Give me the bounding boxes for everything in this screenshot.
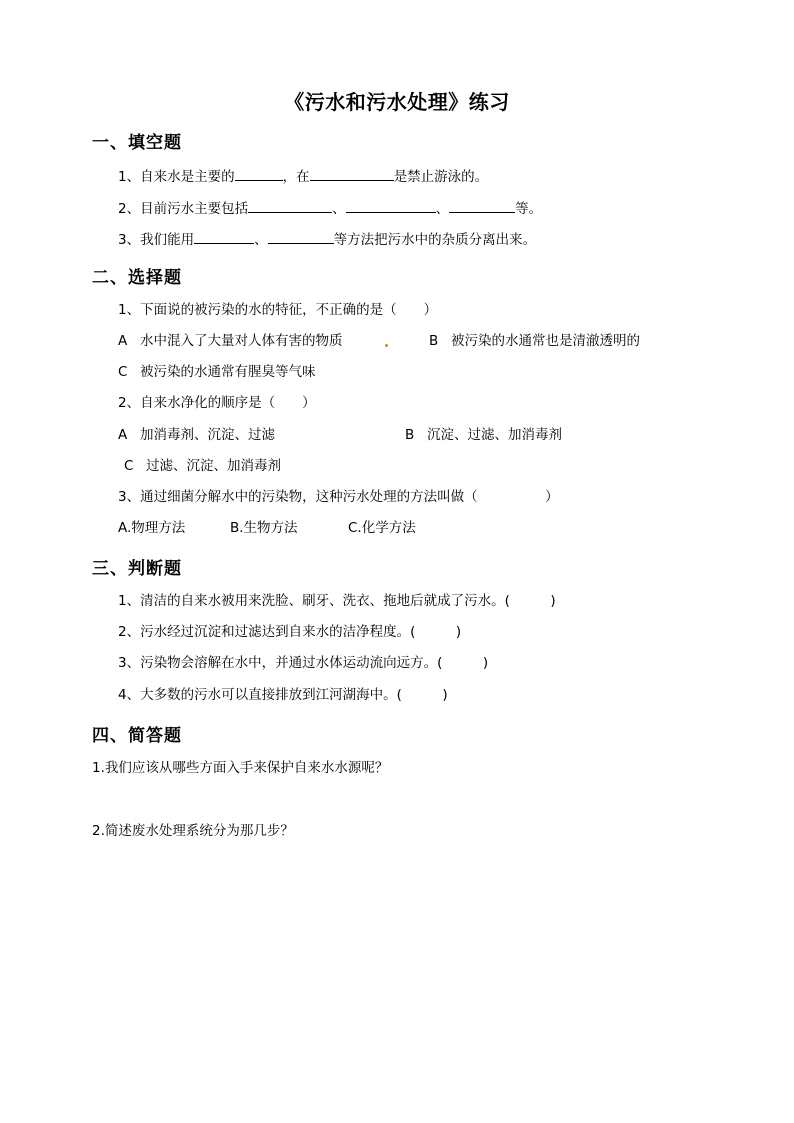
fill-q2-text-a: 2、目前污水主要包括 [118, 201, 249, 217]
fill-question-3 [118, 229, 536, 249]
section-heading-fill: 一、填空题 [92, 133, 182, 153]
choice-q3-option-b[interactable]: B.生物方法 [230, 520, 298, 536]
fill-q3-text-a: 3、我们能用 [118, 232, 195, 248]
fill-q1-text-c: 是禁止游泳的。 [393, 169, 489, 185]
page-title: 《污水和污水处理》练习 [284, 90, 510, 114]
option-letter: B [405, 427, 415, 443]
choice-q1-option-b[interactable] [429, 332, 640, 350]
section-heading-choice: 二、选择题 [92, 268, 182, 288]
fill-q2-text-d: 等。 [515, 201, 543, 217]
choice-question-1: 1、下面说的被污染的水的特征，不正确的是（ ） [118, 302, 438, 318]
fill-q3-text-c: 等方法把污水中的杂质分离出来。 [333, 232, 537, 248]
fill-q1-blank-2[interactable] [310, 166, 394, 181]
choice-question-2: 2、自来水净化的顺序是（ ） [118, 395, 316, 411]
option-text: 过滤、沉淀、加消毒剂 [146, 458, 281, 474]
choice-q2-option-b[interactable] [405, 426, 562, 444]
option-letter: A [118, 427, 128, 443]
fill-question-2 [118, 198, 542, 218]
fill-q1-blank-1[interactable] [235, 166, 283, 181]
section-heading-short: 四、简答题 [92, 726, 182, 746]
fill-q3-blank-1[interactable] [194, 229, 254, 244]
fill-q1-text-b: ，在 [282, 169, 310, 185]
fill-q3-text-b: 、 [254, 232, 268, 248]
option-text: 水中混入了大量对人体有害的物质 [140, 333, 343, 349]
fill-q2-blank-3[interactable] [449, 198, 515, 213]
short-question-2: 2.简述废水处理系统分为那几步？ [92, 823, 294, 839]
judge-question-4: 4、大多数的污水可以直接排放到江河湖海中。( ) [118, 687, 448, 703]
choice-q2-option-a[interactable] [118, 426, 275, 444]
choice-q3-option-a[interactable]: A.物理方法 [118, 520, 186, 536]
choice-q2-option-c[interactable] [124, 457, 281, 475]
fill-q2-text-b: 、 [332, 201, 346, 217]
option-letter: B [429, 333, 439, 349]
fill-q1-text-a: 1、自来水是主要的 [118, 169, 235, 185]
fill-q2-blank-2[interactable] [346, 198, 436, 213]
stray-dot [385, 344, 388, 347]
choice-q1-option-c[interactable] [118, 363, 316, 381]
fill-q3-blank-2[interactable] [268, 229, 334, 244]
choice-q1-option-a[interactable] [118, 332, 343, 350]
option-text: 被污染的水通常有腥臭等气味 [140, 364, 316, 380]
section-heading-judge: 三、判断题 [92, 559, 182, 579]
option-letter: C [124, 458, 134, 474]
option-text: 沉淀、过滤、加消毒剂 [427, 427, 562, 443]
judge-question-3: 3、污染物会溶解在水中，并通过水体运动流向远方。( ) [118, 655, 489, 671]
choice-question-3: 3、通过细菌分解水中的污染物，这种污水处理的方法叫做（ ） [118, 489, 559, 505]
short-question-1: 1.我们应该从哪些方面入手来保护自来水水源呢？ [92, 760, 389, 776]
option-text: 被污染的水通常也是清澈透明的 [451, 333, 640, 349]
option-letter: C [118, 364, 128, 380]
fill-q2-text-c: 、 [435, 201, 450, 217]
choice-q3-option-c[interactable]: C.化学方法 [348, 520, 416, 536]
judge-question-2: 2、污水经过沉淀和过滤达到自来水的洁净程度。( ) [118, 624, 462, 640]
option-text: 加消毒剂、沉淀、过滤 [140, 427, 275, 443]
fill-question-1 [118, 166, 488, 186]
judge-question-1: 1、清洁的自来水被用来洗脸、刷牙、洗衣、拖地后就成了污水。( ) [118, 593, 556, 609]
fill-q2-blank-1[interactable] [248, 198, 332, 213]
option-letter: A [118, 333, 128, 349]
